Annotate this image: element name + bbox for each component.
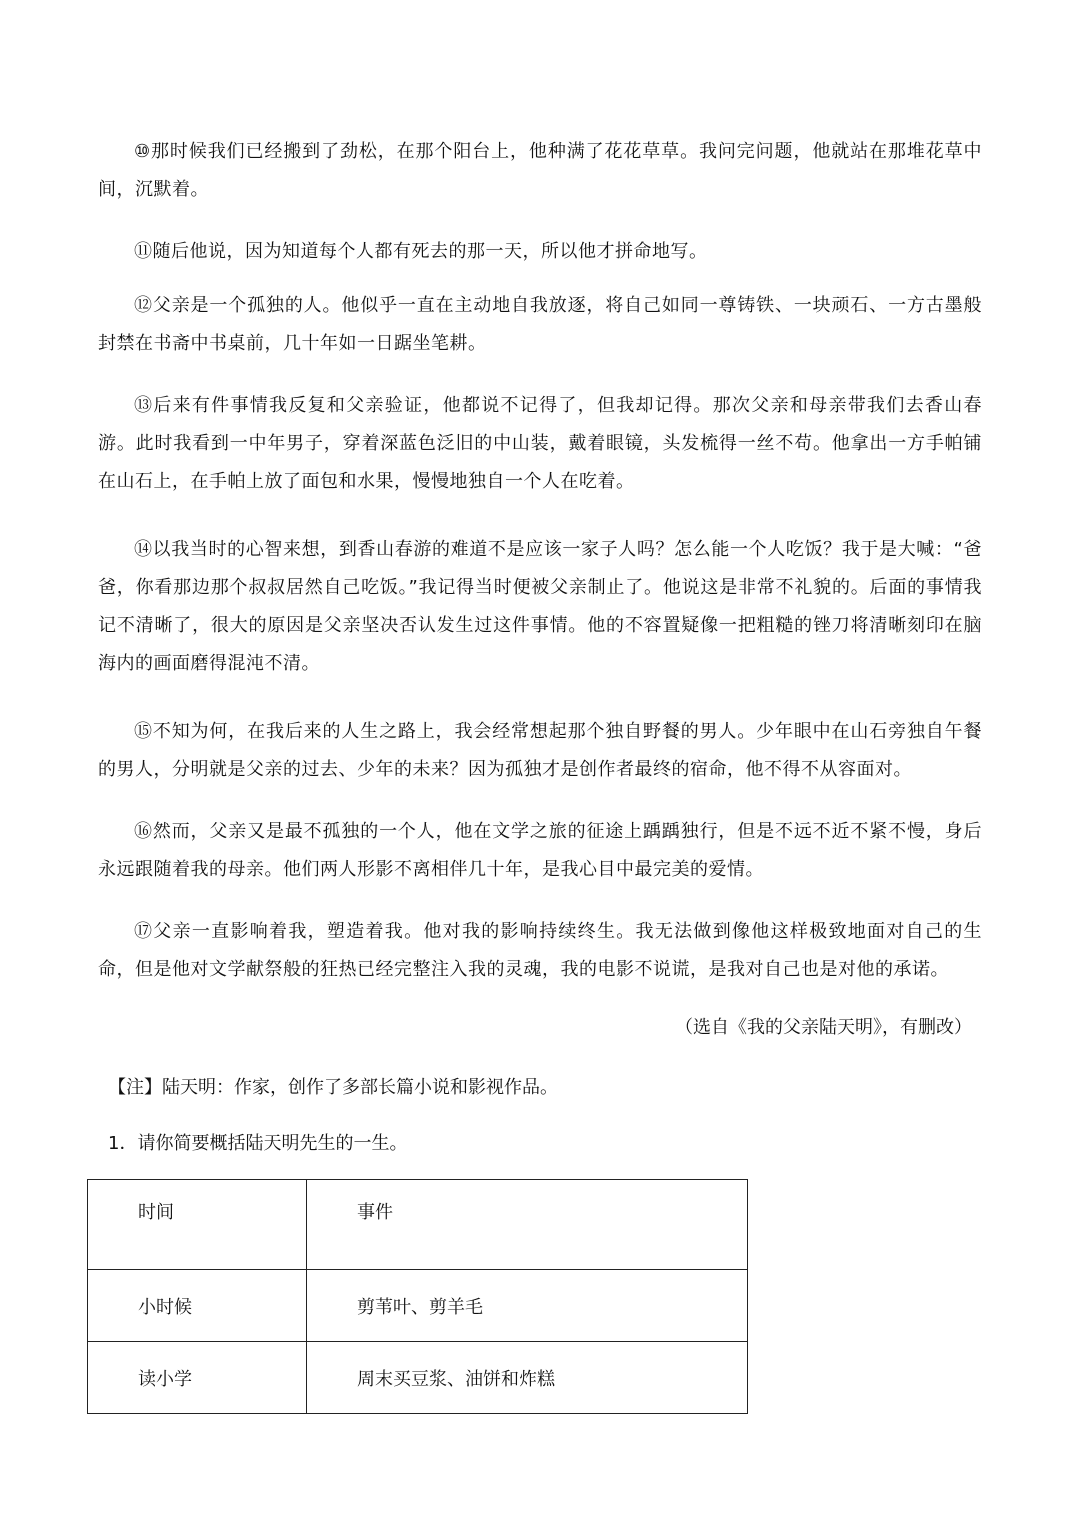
table-header-row (88, 1180, 748, 1270)
header-event: 事件 (307, 1180, 748, 1270)
paragraph-17: ⑰父亲一直影响着我，塑造着我。他对我的影响持续终生。我无法做到像他这样极致地面对自己的生命，但是他对文学献祭般的狂热已经完整注入我的灵魂，我的电影不说谎，是我对自己也是对他的承诺。 (98, 921, 982, 980)
cell-time: 小时候 (88, 1270, 307, 1342)
cell-event: 剪苇叶、剪羊毛 (307, 1270, 748, 1342)
paragraph-14: ⑭以我当时的心智来想，到香山春游的难道不是应该一家子人吗？怎么能一个人吃饭？我于是大喊：“爸爸，你看那边那个叔叔居然自己吃饭。”我记得当时便被父亲制止了。他说这是非常不礼貌的。后面的事情我记不清晰了，很大的原因是父亲坚决否认发生过这件事情。他的不容置疑像一把粗糙的锉刀将清晰刻印在脑海内的画面磨得混沌不清。 (98, 539, 982, 674)
cell-event: 周末买豆浆、油饼和炸糕 (307, 1342, 748, 1414)
paragraph-10: ⑩那时候我们已经搬到了劲松，在那个阳台上，他种满了花花草草。我问完问题，他就站在那堆花草中间，沉默着。 (98, 141, 982, 200)
paragraph-11: ⑪随后他说，因为知道每个人都有死去的那一天，所以他才拼命地写。 (134, 241, 708, 262)
paragraph-12: ⑫父亲是一个孤独的人。他似乎一直在主动地自我放逐，将自己如同一尊铸铁、一块顽石、一方古墨般封禁在书斋中书桌前，几十年如一日踞坐笔耕。 (98, 295, 982, 354)
author-note: 【注】陆天明：作家，创作了多部长篇小说和影视作品。 (108, 1077, 558, 1098)
header-time: 时间 (88, 1180, 307, 1270)
source-citation: （选自《我的父亲陆天明》，有删改） (675, 1017, 972, 1038)
table-row (88, 1342, 748, 1414)
paragraph-15: ⑮不知为何，在我后来的人生之路上，我会经常想起那个独自野餐的男人。少年眼中在山石旁独自午餐的男人，分明就是父亲的过去、少年的未来？因为孤独才是创作者最终的宿命，他不得不从容面对。 (98, 721, 982, 780)
paragraph-13: ⑬后来有件事情我反复和父亲验证，他都说不记得了，但我却记得。那次父亲和母亲带我们去香山春游。此时我看到一中年男子，穿着深蓝色泛旧的中山装，戴着眼镜，头发梳得一丝不苟。他拿出一方手帕铺在山石上，在手帕上放了面包和水果，慢慢地独自一个人在吃着。 (98, 395, 982, 492)
paragraph-16: ⑯然而，父亲又是最不孤独的一个人，他在文学之旅的征途上踽踽独行，但是不远不近不紧不慢，身后永远跟随着我的母亲。他们两人形影不离相伴几十年，是我心目中最完美的爱情。 (98, 821, 982, 880)
table-row (88, 1270, 748, 1342)
life-events-table (87, 1179, 748, 1414)
question-1: 1．请你简要概括陆天明先生的一生。 (108, 1133, 408, 1154)
cell-time: 读小学 (88, 1342, 307, 1414)
